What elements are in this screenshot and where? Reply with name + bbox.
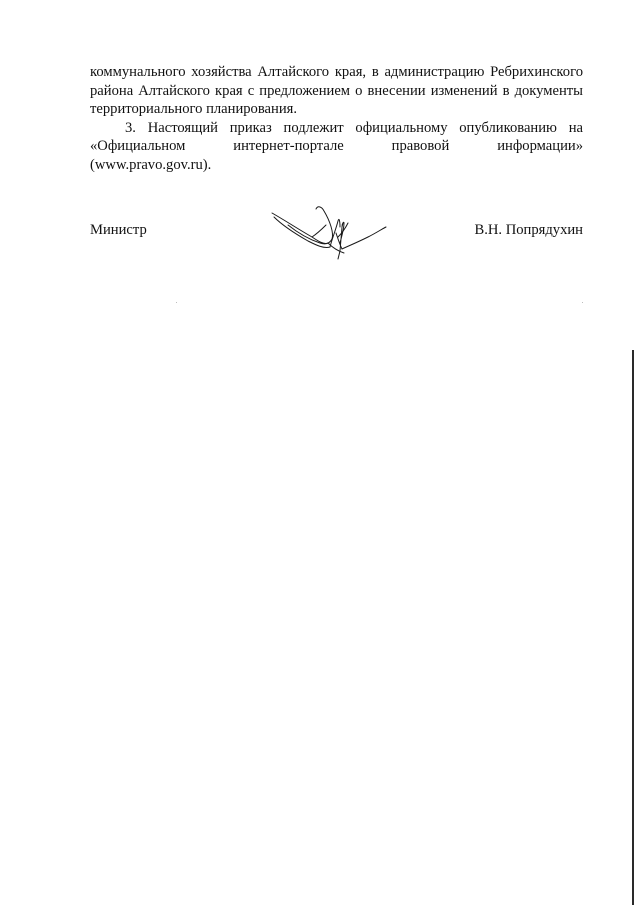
paragraph-2-line-2: «Официальном интернет-портале правовой информации» (90, 138, 583, 154)
paragraph-continuation (90, 63, 583, 119)
scan-speck (176, 302, 177, 303)
signatory-name: В.Н. Попрядухин (474, 222, 583, 238)
paragraph-2-line-1: 3. Настоящий приказ подлежит официальному опубликованию на (125, 119, 583, 136)
paragraph-1-line-3: территориального планирования. (90, 101, 298, 117)
paragraph-publication-order (90, 119, 583, 175)
paragraph-2-line-3: (www.pravo.gov.ru). (90, 156, 212, 173)
handwritten-signature (268, 203, 390, 265)
signatory-position: Министр (90, 222, 147, 238)
document-body (90, 63, 583, 174)
scan-speck (582, 302, 583, 303)
paragraph-1-line-2: района Алтайского края с предложением о внесении изменений в документы (90, 82, 583, 99)
paragraph-1-line-1: коммунального хозяйства Алтайского края, в администрацию Ребрихинского (90, 64, 583, 80)
scan-edge-line (632, 350, 634, 905)
